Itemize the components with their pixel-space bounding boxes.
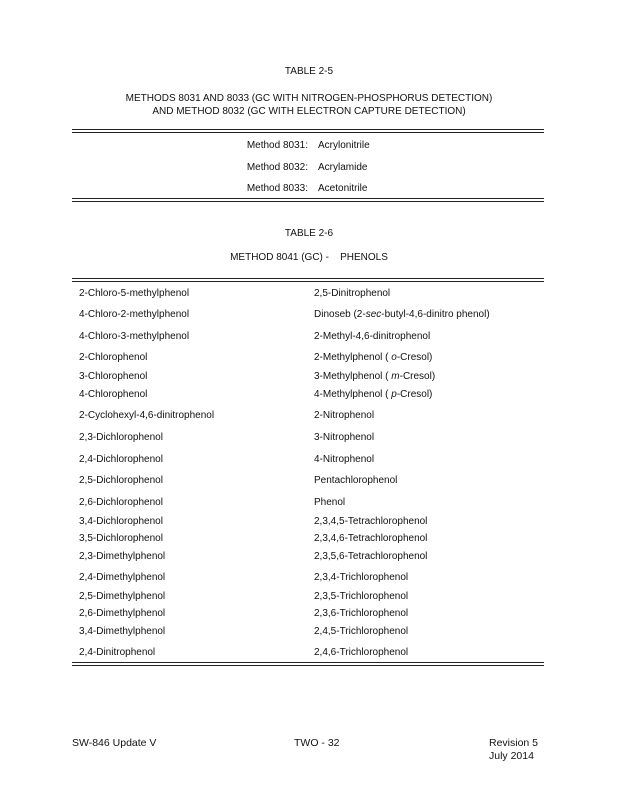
phenol-left-item: 2,5-Dimethylphenol bbox=[79, 591, 166, 602]
phenol-right-item: 3-Nitrophenol bbox=[314, 432, 375, 443]
phenol-left-item: 3,4-Dimethylphenol bbox=[79, 626, 166, 637]
footer-date: July 2014 bbox=[489, 750, 534, 762]
phenol-left-item: 4-Chlorophenol bbox=[79, 389, 148, 400]
phenol-left-item: 2,3-Dimethylphenol bbox=[79, 551, 166, 562]
table-2-5-title-line2: AND METHOD 8032 (GC WITH ELECTRON CAPTURE DETECTION) bbox=[152, 106, 466, 117]
phenol-right-item: 2,4,6-Trichlorophenol bbox=[314, 647, 409, 658]
phenol-right-item bbox=[314, 352, 432, 363]
phenol-left-item: 4-Chloro-3-methylphenol bbox=[79, 331, 190, 342]
phenol-left-item: 2,4-Dinitrophenol bbox=[79, 647, 156, 658]
phenol-name-part: -Cresol) bbox=[396, 389, 433, 400]
table-2-6-top-rule-1 bbox=[72, 278, 544, 279]
phenol-right-item: 2,3,4,5-Tetrachlorophenol bbox=[314, 516, 428, 527]
method-label: Method 8031: bbox=[246, 140, 308, 151]
phenol-right-item bbox=[314, 309, 490, 320]
method-label: Method 8032: bbox=[246, 162, 308, 173]
method-analyte: Acrylamide bbox=[318, 162, 368, 173]
phenol-right-item bbox=[314, 389, 432, 400]
table-2-5-bottom-rule-1 bbox=[72, 198, 544, 199]
phenol-left-item: 2-Chloro-5-methylphenol bbox=[79, 288, 190, 299]
footer-page-number: TWO - 32 bbox=[294, 737, 340, 749]
table-2-6-bottom-rule-2 bbox=[72, 665, 544, 666]
phenol-left-item: 2,3-Dichlorophenol bbox=[79, 432, 163, 443]
footer-document-id: SW-846 Update V bbox=[72, 737, 157, 749]
phenol-left-item: 2,6-Dichlorophenol bbox=[79, 497, 163, 508]
method-analyte: Acetonitrile bbox=[318, 183, 368, 194]
phenol-right-item bbox=[314, 371, 435, 382]
phenol-left-item: 2,6-Dimethylphenol bbox=[79, 608, 166, 619]
phenol-right-item: 2,5-Dinitrophenol bbox=[314, 288, 391, 299]
table-2-6-number: TABLE 2-6 bbox=[284, 228, 334, 239]
phenol-name-part: 3-Methylphenol ( bbox=[314, 371, 392, 382]
table-2-5-bottom-rule-2 bbox=[72, 201, 544, 202]
table-2-5-title-line1: METHODS 8031 AND 8033 (GC WITH NITROGEN-PHOSPHORUS DETECTION) bbox=[125, 93, 493, 104]
method-analyte: Acrylonitrile bbox=[318, 140, 370, 151]
phenol-left-item: 3,5-Dichlorophenol bbox=[79, 533, 163, 544]
phenol-right-item: 2,3,4,6-Tetrachlorophenol bbox=[314, 533, 428, 544]
phenol-right-item: Pentachlorophenol bbox=[314, 475, 398, 486]
phenol-left-item: 2,4-Dimethylphenol bbox=[79, 572, 166, 583]
phenol-name-italic: o bbox=[391, 352, 397, 363]
phenol-name-part: -Cresol) bbox=[396, 352, 433, 363]
phenol-name-part: Dinoseb (2- bbox=[314, 309, 366, 320]
phenol-right-item: 2-Methyl-4,6-dinitrophenol bbox=[314, 331, 431, 342]
phenol-left-item: 3-Chlorophenol bbox=[79, 371, 148, 382]
phenol-name-italic: sec bbox=[365, 309, 382, 320]
phenol-left-item: 2-Cyclohexyl-4,6-dinitrophenol bbox=[79, 410, 215, 421]
phenol-right-item: 2,3,6-Trichlorophenol bbox=[314, 608, 409, 619]
phenol-name-italic: m bbox=[391, 371, 400, 382]
phenol-left-item: 2-Chlorophenol bbox=[79, 352, 148, 363]
phenol-right-item: 2,4,5-Trichlorophenol bbox=[314, 626, 409, 637]
phenol-right-item: 2-Nitrophenol bbox=[314, 410, 375, 421]
table-2-6-title: METHOD 8041 (GC) - PHENOLS bbox=[230, 252, 388, 263]
phenol-name-part: -butyl-4,6-dinitro phenol) bbox=[381, 309, 490, 320]
table-2-6-top-rule-2 bbox=[72, 281, 544, 282]
phenol-left-item: 2,4-Dichlorophenol bbox=[79, 454, 163, 465]
phenol-left-item: 4-Chloro-2-methylphenol bbox=[79, 309, 190, 320]
method-label: Method 8033: bbox=[246, 183, 308, 194]
phenol-name-part: 4-Methylphenol ( bbox=[314, 389, 392, 400]
table-2-5-top-rule-1 bbox=[72, 129, 544, 130]
phenol-name-italic: p bbox=[391, 389, 397, 400]
table-2-6-bottom-rule-1 bbox=[72, 662, 544, 663]
phenol-right-item: 2,3,4-Trichlorophenol bbox=[314, 572, 409, 583]
phenol-name-part: -Cresol) bbox=[399, 371, 436, 382]
footer-revision: Revision 5 bbox=[489, 737, 539, 749]
phenol-left-item: 3,4-Dichlorophenol bbox=[79, 516, 163, 527]
table-2-5-top-rule-2 bbox=[72, 132, 544, 133]
phenol-right-item: 2,3,5,6-Tetrachlorophenol bbox=[314, 551, 428, 562]
phenol-right-item: Phenol bbox=[314, 497, 346, 508]
phenol-name-part: 2-Methylphenol ( bbox=[314, 352, 392, 363]
phenol-left-item: 2,5-Dichlorophenol bbox=[79, 475, 163, 486]
phenol-right-item: 4-Nitrophenol bbox=[314, 454, 375, 465]
table-2-5-number: TABLE 2-5 bbox=[284, 66, 334, 77]
phenol-right-item: 2,3,5-Trichlorophenol bbox=[314, 591, 409, 602]
